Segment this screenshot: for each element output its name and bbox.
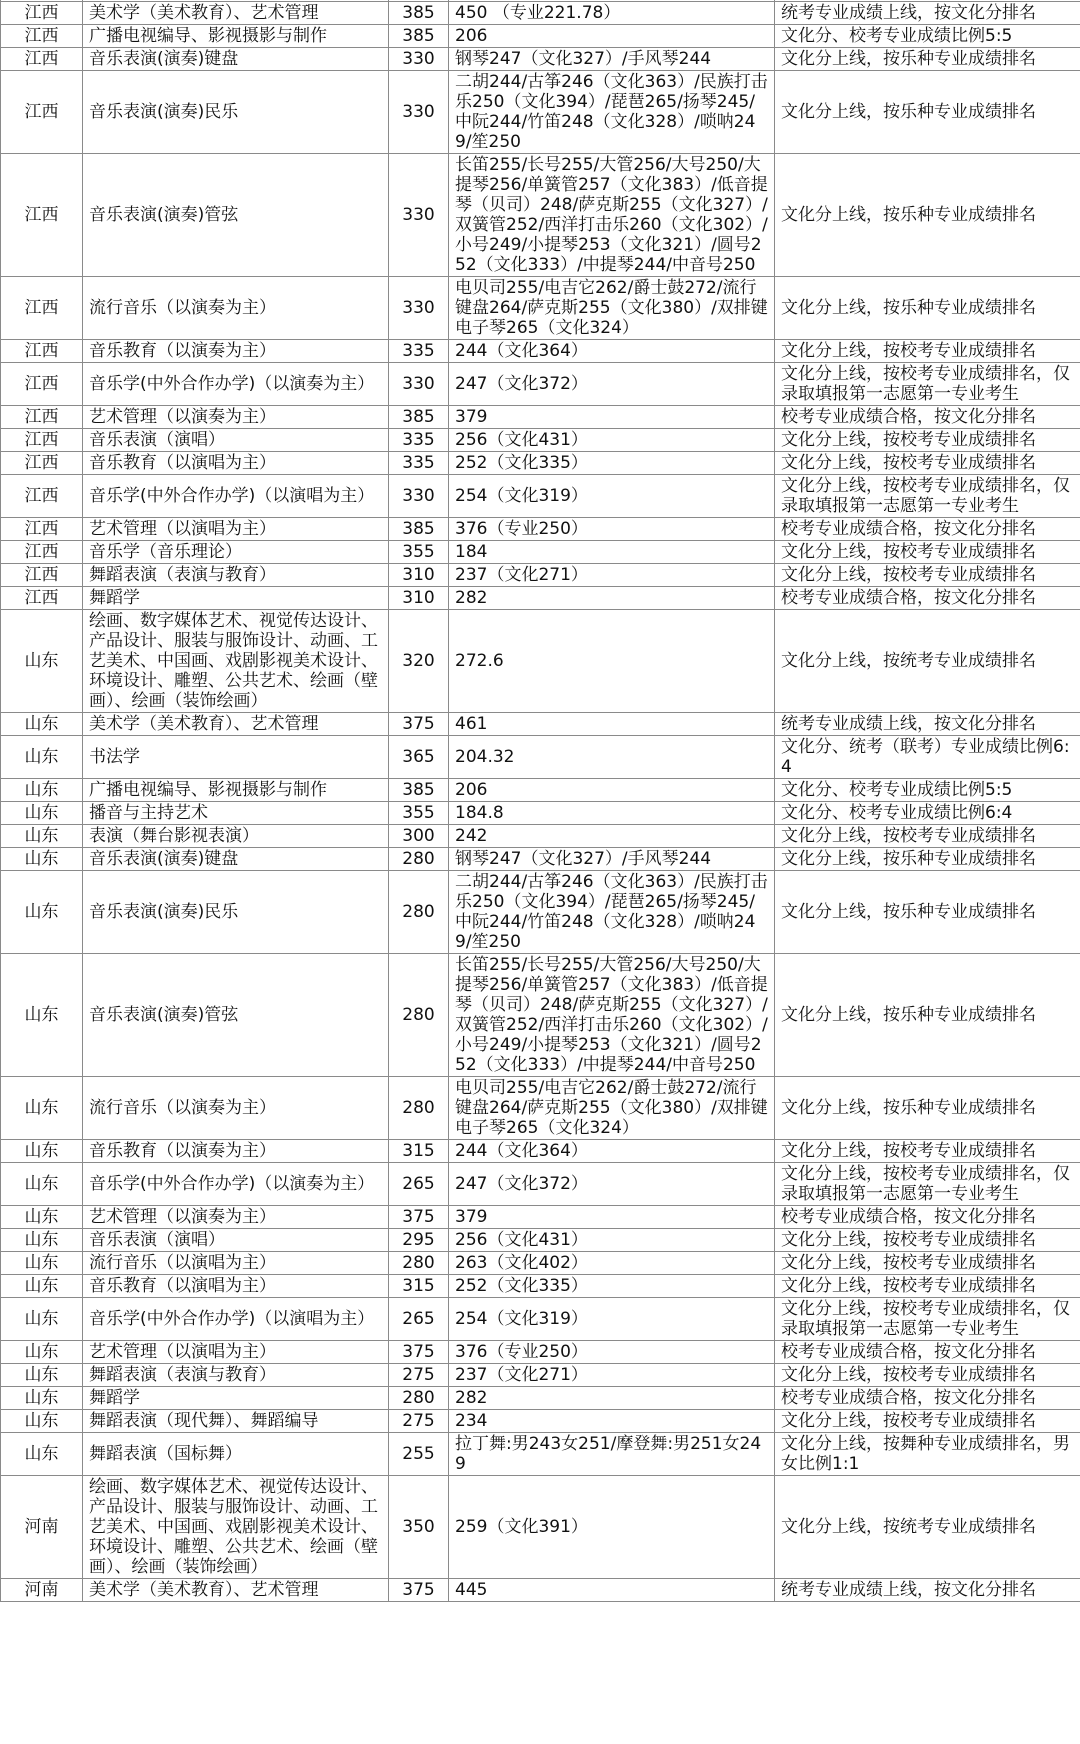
province-cell: 江西	[1, 25, 83, 48]
major-cell: 美术学（美术教育）、艺术管理	[83, 2, 389, 25]
admission-rule-cell: 文化分上线，按校考专业成绩排名	[775, 564, 1080, 587]
province-cell: 山东	[1, 1252, 83, 1275]
major-cell: 舞蹈表演（表演与教育）	[83, 1364, 389, 1387]
major-cell: 艺术管理（以演唱为主）	[83, 1341, 389, 1364]
admission-rule-cell: 文化分上线，按乐种专业成绩排名	[775, 154, 1080, 277]
culture-score-cell: 335	[389, 452, 449, 475]
table-row	[1, 1341, 1080, 1364]
province-cell: 江西	[1, 406, 83, 429]
table-row	[1, 779, 1080, 802]
culture-score-cell: 365	[389, 736, 449, 779]
table-row	[1, 587, 1080, 610]
province-cell: 江西	[1, 154, 83, 277]
major-cell: 流行音乐（以演奏为主）	[83, 1077, 389, 1140]
major-cell: 音乐教育（以演唱为主）	[83, 452, 389, 475]
table-row	[1, 1275, 1080, 1298]
table-row	[1, 71, 1080, 154]
culture-score-cell: 385	[389, 2, 449, 25]
table-row	[1, 277, 1080, 340]
culture-score-cell: 280	[389, 1387, 449, 1410]
province-cell: 山东	[1, 1341, 83, 1364]
admission-rule-cell: 校考专业成绩合格，按文化分排名	[775, 587, 1080, 610]
professional-score-cell: 247（文化372）	[449, 1163, 775, 1206]
major-cell: 广播电视编导、影视摄影与制作	[83, 779, 389, 802]
major-cell: 音乐学（音乐理论）	[83, 541, 389, 564]
admission-rule-cell: 文化分上线，按校考专业成绩排名	[775, 1364, 1080, 1387]
admission-rule-cell: 校考专业成绩合格，按文化分排名	[775, 518, 1080, 541]
table-row	[1, 610, 1080, 713]
table-row	[1, 1579, 1080, 1602]
province-cell: 江西	[1, 48, 83, 71]
table-row	[1, 1077, 1080, 1140]
province-cell: 山东	[1, 713, 83, 736]
professional-score-cell: 252（文化335）	[449, 452, 775, 475]
table-row	[1, 1229, 1080, 1252]
admission-rule-cell: 文化分、校考专业成绩比例6:4	[775, 802, 1080, 825]
province-cell: 河南	[1, 1579, 83, 1602]
province-cell: 江西	[1, 2, 83, 25]
culture-score-cell: 265	[389, 1163, 449, 1206]
professional-score-cell: 259（文化391）	[449, 1476, 775, 1579]
major-cell: 舞蹈表演（国标舞）	[83, 1433, 389, 1476]
table-row	[1, 802, 1080, 825]
table-row	[1, 736, 1080, 779]
admission-rule-cell: 文化分上线，按校考专业成绩排名，仅录取填报第一志愿第一专业考生	[775, 1298, 1080, 1341]
table-row	[1, 1364, 1080, 1387]
province-cell: 山东	[1, 1140, 83, 1163]
province-cell: 山东	[1, 736, 83, 779]
table-row	[1, 452, 1080, 475]
professional-score-cell: 204.32	[449, 736, 775, 779]
culture-score-cell: 375	[389, 1579, 449, 1602]
table-row	[1, 871, 1080, 954]
professional-score-cell: 252（文化335）	[449, 1275, 775, 1298]
culture-score-cell: 300	[389, 825, 449, 848]
province-cell: 江西	[1, 71, 83, 154]
professional-score-cell: 237（文化271）	[449, 564, 775, 587]
professional-score-cell: 184	[449, 541, 775, 564]
major-cell: 播音与主持艺术	[83, 802, 389, 825]
province-cell: 江西	[1, 564, 83, 587]
professional-score-cell: 263（文化402）	[449, 1252, 775, 1275]
culture-score-cell: 385	[389, 518, 449, 541]
professional-score-cell: 244（文化364）	[449, 340, 775, 363]
culture-score-cell: 335	[389, 429, 449, 452]
major-cell: 表演（舞台影视表演）	[83, 825, 389, 848]
major-cell: 音乐教育（以演唱为主）	[83, 1275, 389, 1298]
culture-score-cell: 330	[389, 71, 449, 154]
culture-score-cell: 295	[389, 1229, 449, 1252]
major-cell: 流行音乐（以演唱为主）	[83, 1252, 389, 1275]
major-cell: 绘画、数字媒体艺术、视觉传达设计、产品设计、服装与服饰设计、动画、工艺美术、中国画、戏剧影视美术设计、环境设计、雕塑、公共艺术、绘画（壁画）、绘画（装饰绘画）	[83, 610, 389, 713]
professional-score-cell: 长笛255/长号255/大管256/大号250/大提琴256/单簧管257（文化383）/低音提琴（贝司）248/萨克斯255（文化327）/双簧管252/西洋打击乐260（文化302）/小号249/小提琴253（文化321）/圆号252（文化333）/中提琴244/中音号250	[449, 954, 775, 1077]
major-cell: 音乐表演(演奏)键盘	[83, 848, 389, 871]
major-cell: 书法学	[83, 736, 389, 779]
major-cell: 音乐教育（以演奏为主）	[83, 1140, 389, 1163]
professional-score-cell: 247（文化372）	[449, 363, 775, 406]
province-cell: 山东	[1, 1206, 83, 1229]
province-cell: 山东	[1, 954, 83, 1077]
admission-rule-cell: 文化分上线，按校考专业成绩排名，仅录取填报第一志愿第一专业考生	[775, 475, 1080, 518]
professional-score-cell: 二胡244/古筝246（文化363）/民族打击乐250（文化394）/琵琶265/扬琴245/中阮244/竹笛248（文化328）/唢呐249/笙250	[449, 871, 775, 954]
culture-score-cell: 310	[389, 564, 449, 587]
table-row	[1, 1433, 1080, 1476]
culture-score-cell: 280	[389, 954, 449, 1077]
culture-score-cell: 375	[389, 1341, 449, 1364]
professional-score-cell: 272.6	[449, 610, 775, 713]
province-cell: 江西	[1, 587, 83, 610]
table-row	[1, 1163, 1080, 1206]
province-cell: 江西	[1, 541, 83, 564]
table-row	[1, 363, 1080, 406]
culture-score-cell: 350	[389, 1476, 449, 1579]
admission-rule-cell: 文化分上线，按校考专业成绩排名	[775, 429, 1080, 452]
professional-score-cell: 282	[449, 1387, 775, 1410]
admission-rule-cell: 文化分上线，按乐种专业成绩排名	[775, 954, 1080, 1077]
culture-score-cell: 375	[389, 713, 449, 736]
culture-score-cell: 375	[389, 1206, 449, 1229]
culture-score-cell: 280	[389, 1077, 449, 1140]
culture-score-cell: 280	[389, 871, 449, 954]
province-cell: 山东	[1, 871, 83, 954]
major-cell: 舞蹈学	[83, 587, 389, 610]
admission-rule-cell: 统考专业成绩上线，按文化分排名	[775, 2, 1080, 25]
major-cell: 音乐表演(演奏)键盘	[83, 48, 389, 71]
admission-rule-cell: 文化分上线，按乐种专业成绩排名	[775, 871, 1080, 954]
admission-rule-cell: 文化分上线，按统考专业成绩排名	[775, 1476, 1080, 1579]
admission-rule-cell: 文化分上线，按校考专业成绩排名	[775, 541, 1080, 564]
province-cell: 江西	[1, 518, 83, 541]
province-cell: 山东	[1, 1298, 83, 1341]
major-cell: 流行音乐（以演奏为主）	[83, 277, 389, 340]
professional-score-cell: 461	[449, 713, 775, 736]
culture-score-cell: 330	[389, 363, 449, 406]
major-cell: 艺术管理（以演奏为主）	[83, 1206, 389, 1229]
table-row	[1, 825, 1080, 848]
professional-score-cell: 电贝司255/电吉它262/爵士鼓272/流行键盘264/萨克斯255（文化380）/双排键电子琴265（文化324）	[449, 277, 775, 340]
admission-rule-cell: 文化分、校考专业成绩比例5:5	[775, 779, 1080, 802]
admission-rule-cell: 文化分、校考专业成绩比例5:5	[775, 25, 1080, 48]
culture-score-cell: 320	[389, 610, 449, 713]
table-row	[1, 154, 1080, 277]
culture-score-cell: 330	[389, 475, 449, 518]
professional-score-cell: 256（文化431）	[449, 1229, 775, 1252]
professional-score-cell: 450 （专业221.78）	[449, 2, 775, 25]
professional-score-cell: 234	[449, 1410, 775, 1433]
table-row	[1, 713, 1080, 736]
table-row	[1, 406, 1080, 429]
culture-score-cell: 385	[389, 779, 449, 802]
major-cell: 美术学（美术教育）、艺术管理	[83, 1579, 389, 1602]
culture-score-cell: 315	[389, 1275, 449, 1298]
professional-score-cell: 376（专业250）	[449, 518, 775, 541]
province-cell: 江西	[1, 340, 83, 363]
major-cell: 音乐学(中外合作办学)（以演唱为主）	[83, 475, 389, 518]
admission-rule-cell: 文化分上线，按舞种专业成绩排名，男女比例1:1	[775, 1433, 1080, 1476]
admission-rule-cell: 文化分、统考（联考）专业成绩比例6:4	[775, 736, 1080, 779]
major-cell: 音乐表演(演奏)民乐	[83, 871, 389, 954]
culture-score-cell: 335	[389, 340, 449, 363]
admission-rule-cell: 统考专业成绩上线，按文化分排名	[775, 713, 1080, 736]
admission-rule-cell: 文化分上线，按乐种专业成绩排名	[775, 1077, 1080, 1140]
major-cell: 广播电视编导、影视摄影与制作	[83, 25, 389, 48]
admission-rule-cell: 文化分上线，按校考专业成绩排名	[775, 452, 1080, 475]
table-row	[1, 541, 1080, 564]
professional-score-cell: 电贝司255/电吉它262/爵士鼓272/流行键盘264/萨克斯255（文化380）/双排键电子琴265（文化324）	[449, 1077, 775, 1140]
province-cell: 河南	[1, 1476, 83, 1579]
admission-rule-cell: 校考专业成绩合格，按文化分排名	[775, 1387, 1080, 1410]
admission-rule-cell: 文化分上线，按校考专业成绩排名	[775, 1410, 1080, 1433]
culture-score-cell: 280	[389, 848, 449, 871]
province-cell: 江西	[1, 429, 83, 452]
professional-score-cell: 256（文化431）	[449, 429, 775, 452]
table-row	[1, 518, 1080, 541]
professional-score-cell: 206	[449, 25, 775, 48]
culture-score-cell: 280	[389, 1252, 449, 1275]
table-row	[1, 48, 1080, 71]
province-cell: 山东	[1, 1275, 83, 1298]
admission-rule-cell: 文化分上线，按校考专业成绩排名	[775, 1229, 1080, 1252]
admission-rule-cell: 文化分上线，按校考专业成绩排名	[775, 340, 1080, 363]
major-cell: 绘画、数字媒体艺术、视觉传达设计、产品设计、服装与服饰设计、动画、工艺美术、中国画、戏剧影视美术设计、环境设计、雕塑、公共艺术、绘画（壁画）、绘画（装饰绘画）	[83, 1476, 389, 1579]
professional-score-cell: 长笛255/长号255/大管256/大号250/大提琴256/单簧管257（文化383）/低音提琴（贝司）248/萨克斯255（文化327）/双簧管252/西洋打击乐260（文化302）/小号249/小提琴253（文化321）/圆号252（文化333）/中提琴244/中音号250	[449, 154, 775, 277]
table-row	[1, 564, 1080, 587]
professional-score-cell: 282	[449, 587, 775, 610]
culture-score-cell: 275	[389, 1410, 449, 1433]
province-cell: 山东	[1, 825, 83, 848]
table-row	[1, 1410, 1080, 1433]
table-row	[1, 1476, 1080, 1579]
professional-score-cell: 钢琴247（文化327）/手风琴244	[449, 48, 775, 71]
table-row	[1, 848, 1080, 871]
province-cell: 山东	[1, 848, 83, 871]
professional-score-cell: 钢琴247（文化327）/手风琴244	[449, 848, 775, 871]
professional-score-cell: 445	[449, 1579, 775, 1602]
admission-rule-cell: 文化分上线，按乐种专业成绩排名	[775, 848, 1080, 871]
major-cell: 音乐学(中外合作办学)（以演唱为主）	[83, 1298, 389, 1341]
major-cell: 音乐教育（以演奏为主）	[83, 340, 389, 363]
major-cell: 舞蹈表演（现代舞）、舞蹈编导	[83, 1410, 389, 1433]
professional-score-cell: 379	[449, 406, 775, 429]
professional-score-cell: 242	[449, 825, 775, 848]
table-row	[1, 1252, 1080, 1275]
professional-score-cell: 237（文化271）	[449, 1364, 775, 1387]
province-cell: 山东	[1, 1364, 83, 1387]
culture-score-cell: 355	[389, 802, 449, 825]
admission-rule-cell: 文化分上线，按乐种专业成绩排名	[775, 71, 1080, 154]
admission-rule-cell: 文化分上线，按乐种专业成绩排名	[775, 48, 1080, 71]
major-cell: 艺术管理（以演奏为主）	[83, 406, 389, 429]
table-row	[1, 1387, 1080, 1410]
province-cell: 江西	[1, 475, 83, 518]
professional-score-cell: 379	[449, 1206, 775, 1229]
culture-score-cell: 275	[389, 1364, 449, 1387]
major-cell: 美术学（美术教育）、艺术管理	[83, 713, 389, 736]
table-row	[1, 340, 1080, 363]
major-cell: 舞蹈表演（表演与教育）	[83, 564, 389, 587]
admission-rule-cell: 文化分上线，按校考专业成绩排名	[775, 1140, 1080, 1163]
admission-rule-cell: 文化分上线，按校考专业成绩排名，仅录取填报第一志愿第一专业考生	[775, 363, 1080, 406]
professional-score-cell: 206	[449, 779, 775, 802]
province-cell: 江西	[1, 277, 83, 340]
table-row	[1, 2, 1080, 25]
province-cell: 山东	[1, 1077, 83, 1140]
province-cell: 山东	[1, 1387, 83, 1410]
culture-score-cell: 330	[389, 277, 449, 340]
admission-rule-cell: 文化分上线，按校考专业成绩排名	[775, 1275, 1080, 1298]
province-cell: 山东	[1, 779, 83, 802]
admission-rule-cell: 文化分上线，按校考专业成绩排名	[775, 825, 1080, 848]
culture-score-cell: 355	[389, 541, 449, 564]
major-cell: 音乐表演（演唱）	[83, 1229, 389, 1252]
admission-rule-cell: 校考专业成绩合格，按文化分排名	[775, 1341, 1080, 1364]
culture-score-cell: 265	[389, 1298, 449, 1341]
table-row	[1, 1206, 1080, 1229]
province-cell: 江西	[1, 363, 83, 406]
major-cell: 音乐表演（演唱）	[83, 429, 389, 452]
table-row	[1, 429, 1080, 452]
culture-score-cell: 385	[389, 406, 449, 429]
province-cell: 江西	[1, 452, 83, 475]
culture-score-cell: 315	[389, 1140, 449, 1163]
admission-rule-cell: 统考专业成绩上线，按文化分排名	[775, 1579, 1080, 1602]
admission-rule-cell: 文化分上线，按校考专业成绩排名，仅录取填报第一志愿第一专业考生	[775, 1163, 1080, 1206]
province-cell: 山东	[1, 802, 83, 825]
province-cell: 山东	[1, 1229, 83, 1252]
professional-score-cell: 184.8	[449, 802, 775, 825]
province-cell: 山东	[1, 1163, 83, 1206]
major-cell: 音乐表演(演奏)管弦	[83, 954, 389, 1077]
admission-rule-cell: 校考专业成绩合格，按文化分排名	[775, 1206, 1080, 1229]
table-row	[1, 1298, 1080, 1341]
table-row	[1, 1140, 1080, 1163]
professional-score-cell: 二胡244/古筝246（文化363）/民族打击乐250（文化394）/琵琶265/扬琴245/中阮244/竹笛248（文化328）/唢呐249/笙250	[449, 71, 775, 154]
province-cell: 山东	[1, 1410, 83, 1433]
table-body	[1, 0, 1080, 1602]
major-cell: 音乐学(中外合作办学)（以演奏为主）	[83, 363, 389, 406]
professional-score-cell: 376（专业250）	[449, 1341, 775, 1364]
culture-score-cell: 310	[389, 587, 449, 610]
admission-rule-cell: 文化分上线，按乐种专业成绩排名	[775, 277, 1080, 340]
table-row	[1, 475, 1080, 518]
culture-score-cell: 330	[389, 154, 449, 277]
professional-score-cell: 拉丁舞:男243女251/摩登舞:男251女249	[449, 1433, 775, 1476]
table-row	[1, 25, 1080, 48]
major-cell: 艺术管理（以演唱为主）	[83, 518, 389, 541]
admission-rule-cell: 文化分上线，按统考专业成绩排名	[775, 610, 1080, 713]
culture-score-cell: 255	[389, 1433, 449, 1476]
major-cell: 音乐表演(演奏)管弦	[83, 154, 389, 277]
professional-score-cell: 254（文化319）	[449, 475, 775, 518]
table-row	[1, 954, 1080, 1077]
professional-score-cell: 254（文化319）	[449, 1298, 775, 1341]
culture-score-cell: 330	[389, 48, 449, 71]
culture-score-cell: 385	[389, 25, 449, 48]
major-cell: 音乐表演(演奏)民乐	[83, 71, 389, 154]
major-cell: 舞蹈学	[83, 1387, 389, 1410]
admission-rule-cell: 文化分上线，按校考专业成绩排名	[775, 1252, 1080, 1275]
province-cell: 山东	[1, 1433, 83, 1476]
professional-score-cell: 244（文化364）	[449, 1140, 775, 1163]
admission-rule-cell: 校考专业成绩合格，按文化分排名	[775, 406, 1080, 429]
major-cell: 音乐学(中外合作办学)（以演奏为主）	[83, 1163, 389, 1206]
province-cell: 山东	[1, 610, 83, 713]
